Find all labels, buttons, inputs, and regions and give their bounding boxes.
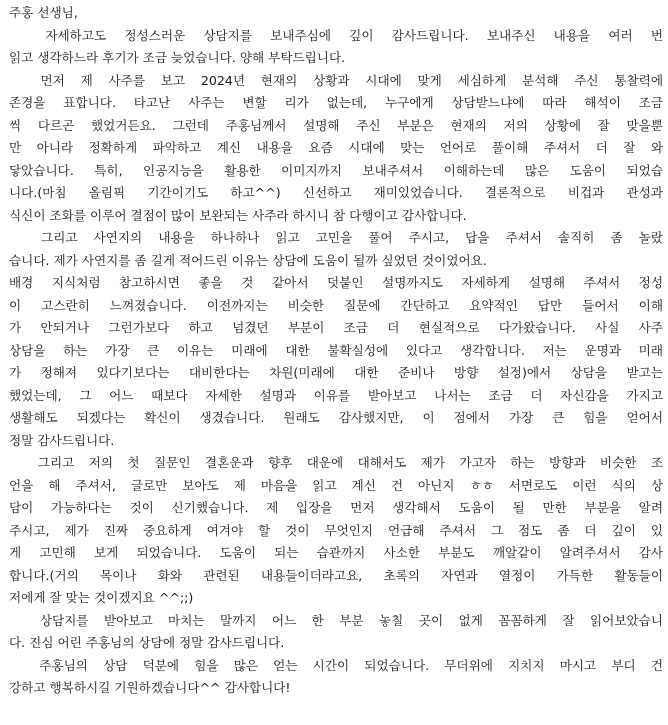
letter-closing: 강하고 행복하시길 기원하겠습니다^^ 감사합니다! [9, 680, 291, 695]
text-line: 정말 감사드립니다. [9, 432, 115, 448]
text-line: 주홍님의 상담 덕분에 힘을 많은 얻는 시간이 되었습니다. 무더위에 지치지 마시고 부디 건 [9, 657, 663, 673]
text-line: 담이 가능하다는 것이 신기했습니다. 제 입장을 먼저 생각해서 도움이 될 만한 부분을 알려 [9, 500, 663, 515]
text-line: 상담을 하는 가장 큰 이유는 미래에 대한 불확실성에 있다고 생각합니다. 저는 운명과 미래 [9, 342, 663, 358]
text-line: 생활해도 되겠다는 확신이 생겼습니다. 원래도 감사했지만, 이 점에서 가장 큰 힘을 얻어서 [9, 410, 663, 425]
text-line: 니다.(마침 올림픽 기간이기도 하고^^) 신선하고 재미있었습니다. 결론적으로 비겁과 관성과 [9, 185, 663, 200]
text-line: 합니다.(거의 목이나 화와 관련된 내용들이더라고요, 초록의 자연과 열정이 가득한 활동들이 [9, 567, 663, 583]
text-line: 닿았습니다. 특히, 인공지능을 활용한 이미지까지 보내주셔서 이해하는데 많은 도움이 되었습 [9, 162, 663, 178]
text-line: 씩 다르곤 했었거든요. 그런데 주홍님께서 설명해 주신 부분은 현재의 저의 상황에 잘 맞을뿐 [9, 117, 663, 133]
text-line: 다. 진심 어린 주홍님의 상담에 정말 감사드립니다. [9, 635, 285, 650]
text-line: 읽고 생각하느라 후기가 조금 늦었습니다. 양해 부탁드립니다. [9, 50, 346, 65]
text-line: 자세하고도 정성스러운 상담지를 보내주심에 깊이 감사드립니다. 보내주신 내용을 여러 번 [9, 27, 663, 43]
text-line: 만 아니라 정확하게 파악하고 계신 내용을 요즘 시대에 맞는 언어로 풀이해 주셔서 더 잘 와 [9, 140, 663, 155]
text-line: 저에게 잘 맞는 것이겠지요 ^^;;) [9, 590, 194, 605]
text-line: 식신이 조화를 이루어 결점이 많이 보완되는 사주라 하시니 참 다행이고 감사합니다. [9, 207, 467, 223]
letter-greeting: 주홍 선생님, [9, 5, 78, 20]
text-line: 습니다. 제가 사연지를 좀 길게 적어드린 이유는 상담에 도움이 될까 싶었던 것이었어요. [9, 252, 487, 268]
text-line: 그리고 저의 첫 질문인 결혼운과 향후 대운에 대해서도 제가 가고자 하는 방향과 비슷한 조 [9, 455, 663, 470]
text-line: 했었는데, 그 어느 때보다 자세한 설명과 이유를 받아보고 나서는 조금 더 자신감을 가지고 [9, 387, 663, 403]
text-line: 그리고 사연지의 내용을 하나하나 읽고 고민을 풀어 주시고, 답을 주셔서 솔직히 좀 놀랐 [9, 230, 663, 245]
text-line: 주시고, 제가 진짜 중요하게 여겨야 할 것이 무엇인지 언급해 주셔서 그 점도 좀 더 깊이 있 [9, 522, 663, 538]
text-line: 가 안되거나 그런가보다 하고 넘겼던 부분이 조금 더 현실적으로 다가왔습니다. 사실 사주 [9, 320, 663, 335]
text-line: 배경 지식처럼 참고하시면 좋을 것 같아서 덧붙인 설명까지도 자세하게 설명해 주셔서 정성 [9, 275, 663, 290]
text-line: 상담지를 받아보고 마치는 말까지 어느 한 부분 놓칠 곳이 없게 꼼꼼하게 잘 읽어보았습니 [9, 612, 663, 628]
text-line: 가 정해져 있다기보다는 대비한다는 차원(미래에 대한 준비나 방향 설정)에서 상담을 받고는 [9, 365, 663, 380]
letter-body [9, 2, 663, 700]
text-line: 이 고스란히 느껴졌습니다. 이전까지는 비슷한 질문에 간단하고 요약적인 답만 들어서 이해 [9, 297, 663, 313]
text-line: 게 고민해 보게 되었습니다. 도움이 되는 습관까지 사소한 부분도 깨알같이 알려주셔서 감사 [9, 545, 663, 560]
text-line: 존경을 표합니다. 타고난 사주는 변할 리가 없는데, 누구에게 상담받느냐에 따라 해석이 조금 [9, 95, 663, 110]
text-line: 언을 해 주셔서, 글로만 보아도 제 마음을 읽고 계신 건 아닌지 ㅎㅎ 서면로도 이런 식의 상 [9, 477, 663, 493]
text-line: 먼저 제 사주를 보고 2024년 현재의 상황과 시대에 맞게 세심하게 분석해 주신 통찰력에 [9, 72, 663, 88]
